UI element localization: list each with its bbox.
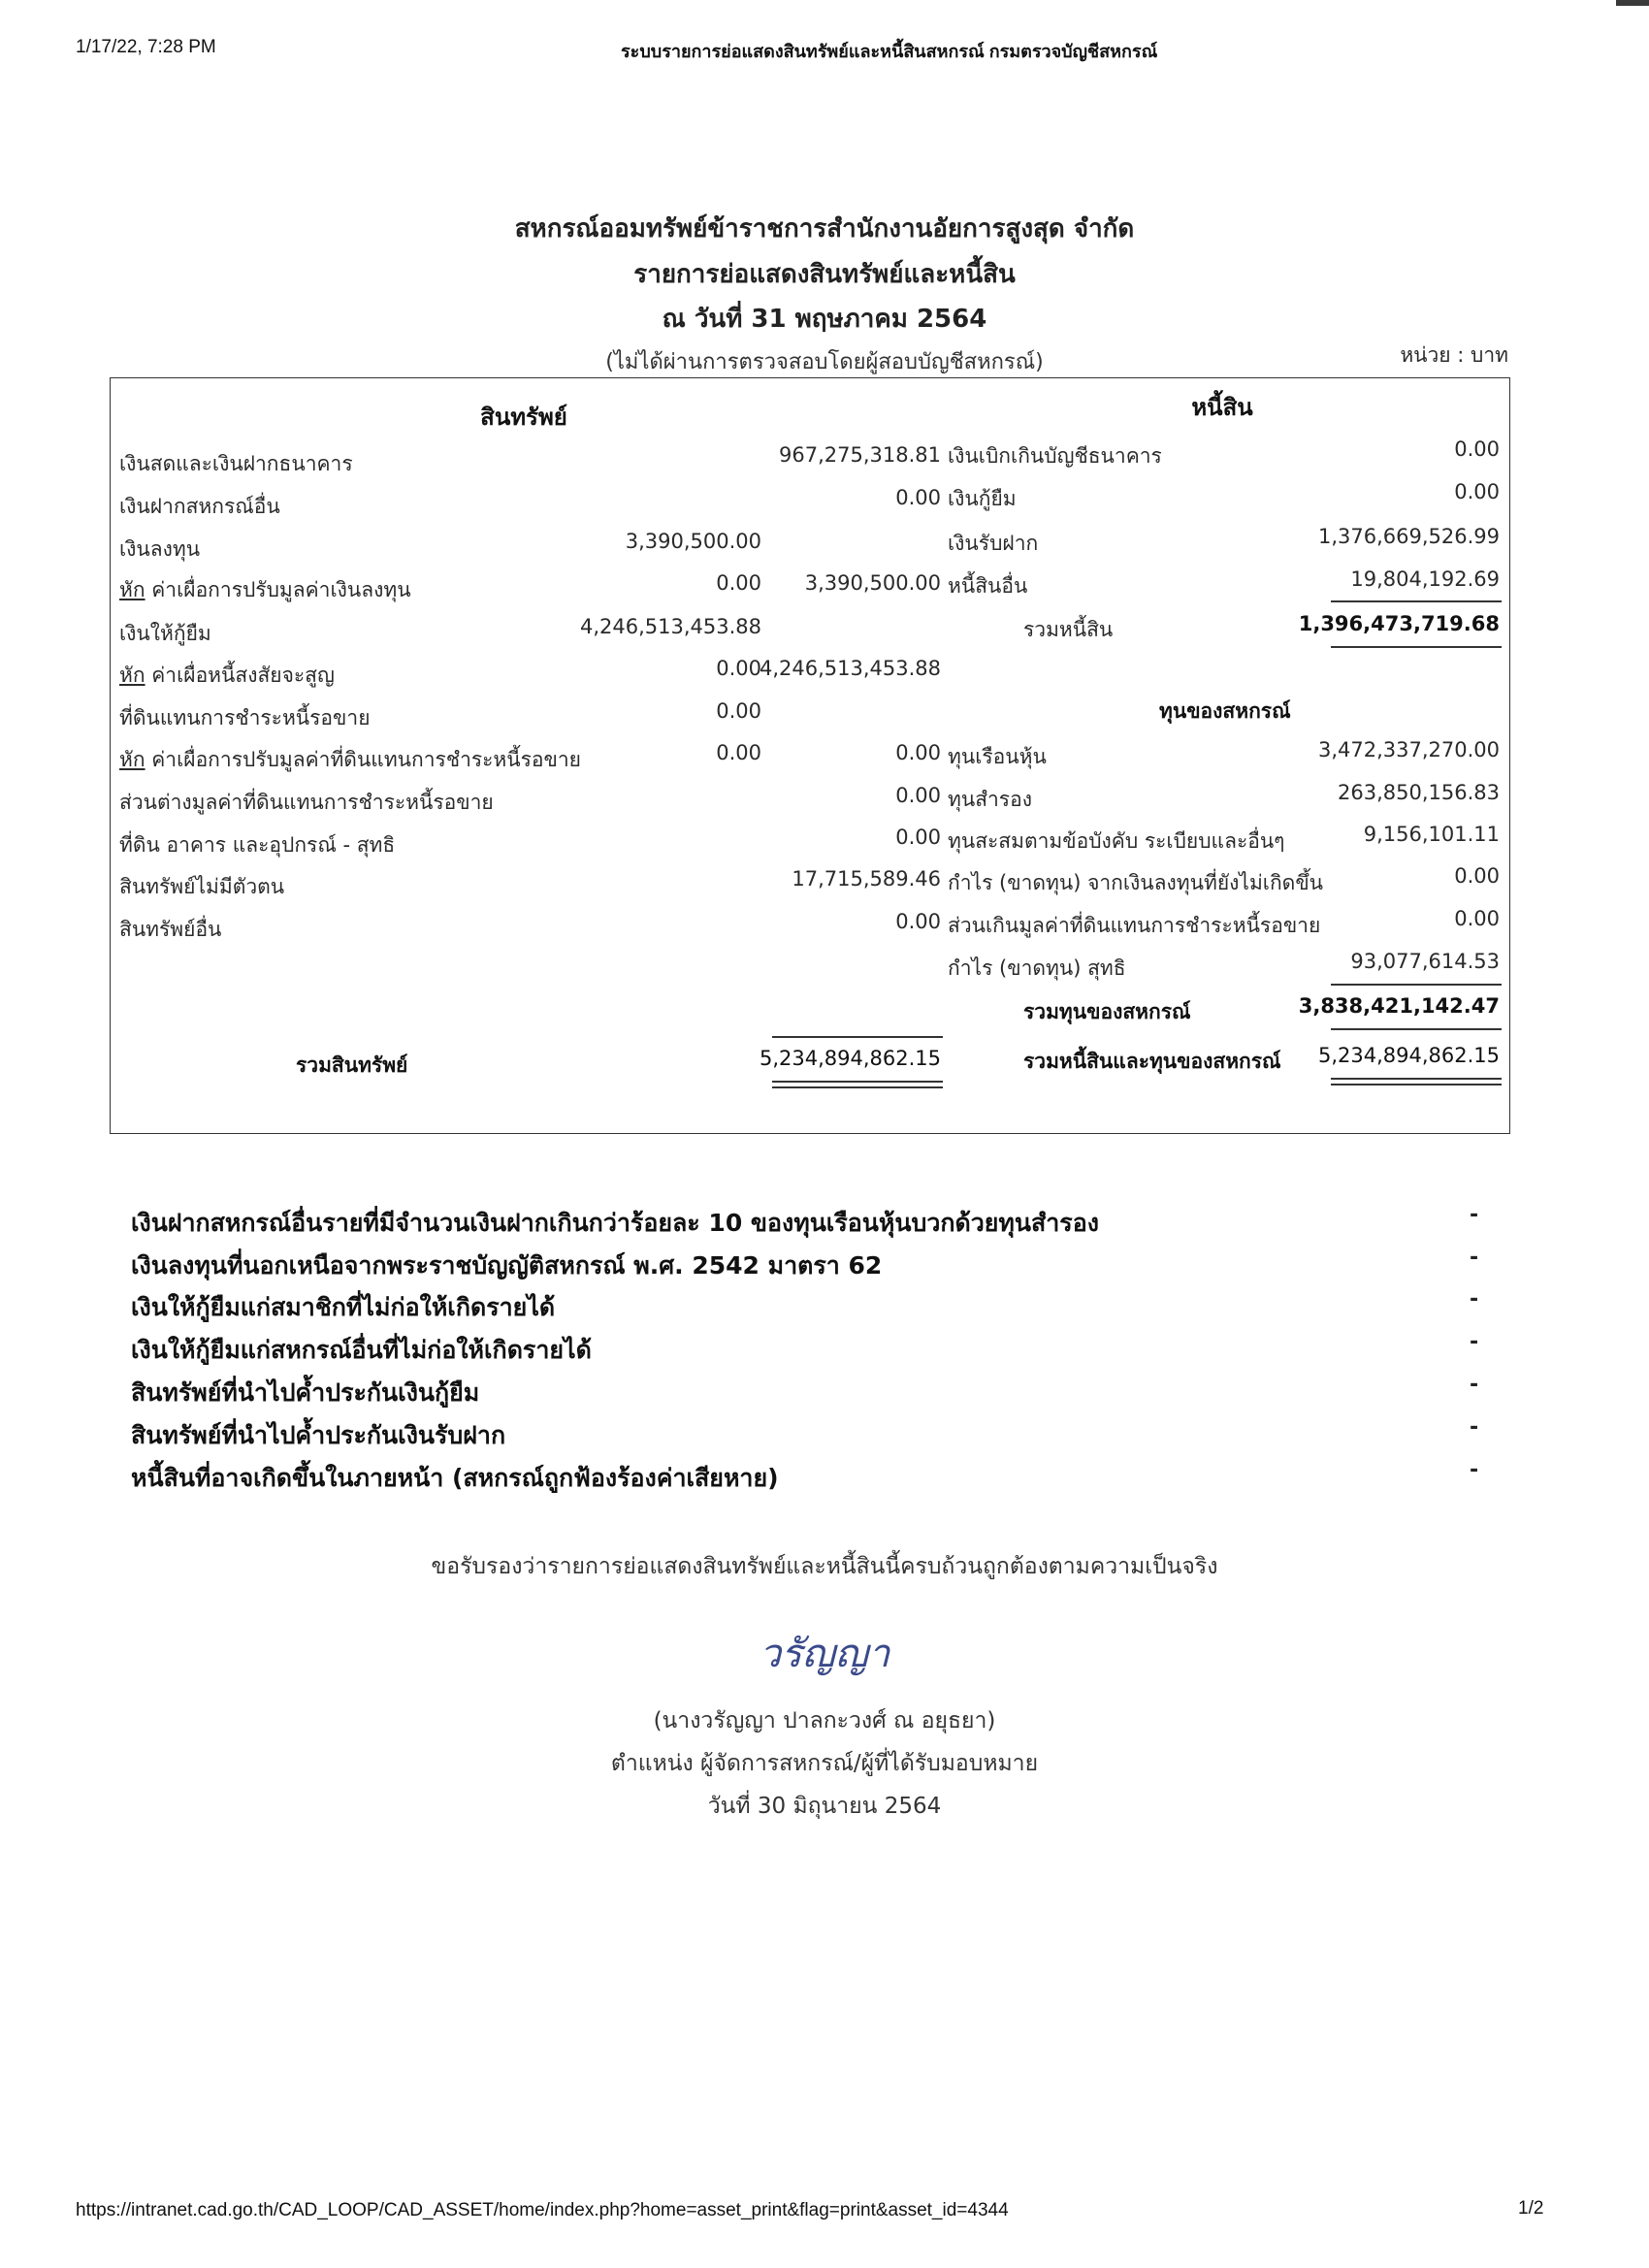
asset-label <box>119 744 581 776</box>
print-system-title: ระบบรายการย่อแสดงสินทรัพย์และหนี้สินสหกรณ์ กรมตรวจบัญชีสหกรณ์ <box>621 42 1158 61</box>
liability-label: เงินเบิกเกินบัญชีธนาคาร <box>948 444 1162 468</box>
note-value: - <box>1470 1415 1479 1440</box>
asset-sub: 4,246,513,453.88 <box>579 615 761 638</box>
asset-label: ส่วนต่างมูลค่าที่ดินแทนการชำระหนี้รอขาย <box>119 791 494 814</box>
report-title: รายการย่อแสดงสินทรัพย์และหนี้สิน <box>633 260 1016 289</box>
certification-statement: ขอรับรองว่ารายการย่อแสดงสินทรัพย์และหนี้สินนี้ครบถ้วนถูกต้องตามความเป็นจริง <box>431 1554 1218 1579</box>
note-value: - <box>1470 1330 1479 1354</box>
asset-label <box>119 574 411 606</box>
asset-total: 0.00 <box>895 784 941 807</box>
asset-label: ที่ดินแทนการชำระหนี้รอขาย <box>119 706 371 729</box>
unit-label: หน่วย : บาท <box>1400 343 1508 367</box>
grand-total-label: รวมหนี้สินและทุนของสหกรณ์ <box>1023 1050 1281 1073</box>
equity-label: กำไร (ขาดทุน) จากเงินลงทุนที่ยังไม่เกิดขึ้น <box>948 871 1324 894</box>
total-equity-value: 3,838,421,142.47 <box>1298 994 1500 1018</box>
print-datetime: 1/17/22, 7:28 PM <box>76 37 216 57</box>
asset-label: เงินลงทุน <box>119 537 201 561</box>
asset-sub: 0.00 <box>716 657 761 680</box>
liability-label: เงินรับฝาก <box>948 532 1039 555</box>
grand-total-value: 5,234,894,862.15 <box>1317 1044 1500 1067</box>
note-label: เงินลงทุนที่นอกเหนือจากพระราชบัญญัติสหกรณ์ พ.ศ. 2542 มาตรา 62 <box>131 1251 883 1280</box>
double-rule <box>1331 1084 1502 1085</box>
total-assets-label: รวมสินทรัพย์ <box>296 1053 408 1077</box>
equity-label: กำไร (ขาดทุน) สุทธิ <box>948 956 1126 980</box>
deduct-marker: หัก <box>119 748 146 771</box>
liability-value: 0.00 <box>1454 437 1500 461</box>
note-label: สินทรัพย์ที่นำไปค้ำประกันเงินรับฝาก <box>131 1421 506 1449</box>
asset-label: เงินให้กู้ยืม <box>119 622 211 645</box>
signer-position: ตำแหน่ง ผู้จัดการสหกรณ์/ผู้ที่ได้รับมอบหมาย <box>610 1751 1039 1776</box>
equity-value: 93,077,614.53 <box>1350 950 1500 973</box>
asset-total: 0.00 <box>895 741 941 764</box>
audit-note: (ไม่ได้ผ่านการตรวจสอบโดยผู้สอบบัญชีสหกรณ์) <box>605 350 1044 374</box>
asset-label: ที่ดิน อาคาร และอุปกรณ์ - สุทธิ <box>119 833 396 857</box>
note-value: - <box>1470 1287 1479 1312</box>
equity-label: ส่วนเกินมูลค่าที่ดินแทนการชำระหนี้รอขาย <box>948 914 1321 937</box>
asset-label-text: ค่าเผื่อการปรับมูลค่าเงินลงทุน <box>151 578 411 601</box>
liabilities-header: หนี้สิน <box>1191 394 1253 421</box>
asset-sub: 0.00 <box>716 571 761 595</box>
total-equity-label: รวมทุนของสหกรณ์ <box>1023 1000 1191 1023</box>
asset-total: 4,246,513,453.88 <box>759 657 941 680</box>
signature: วรัญญา <box>759 1632 890 1676</box>
deduct-marker: หัก <box>119 578 146 601</box>
equity-value: 3,472,337,270.00 <box>1317 738 1500 761</box>
assets-header: สินทรัพย์ <box>480 404 567 431</box>
subtotal-rule <box>1331 984 1502 986</box>
double-rule <box>1331 1078 1502 1080</box>
asset-label: เงินสดและเงินฝากธนาคาร <box>119 452 353 475</box>
note-value: - <box>1470 1246 1479 1270</box>
asset-sub: 3,390,500.00 <box>625 530 761 553</box>
equity-value: 0.00 <box>1454 864 1500 888</box>
double-rule <box>772 1086 943 1088</box>
equity-header: ทุนของสหกรณ์ <box>1159 699 1291 723</box>
asset-total: 17,715,589.46 <box>792 867 941 891</box>
total-assets-value: 5,234,894,862.15 <box>759 1047 941 1070</box>
scan-edge-mark <box>1616 0 1649 6</box>
equity-value: 0.00 <box>1454 907 1500 930</box>
org-name: สหกรณ์ออมทรัพย์ข้าราชการสำนักงานอัยการสูงสุด จำกัด <box>514 214 1135 243</box>
asset-total: 0.00 <box>895 486 941 509</box>
certification-date: วันที่ 30 มิถุนายน 2564 <box>707 1794 942 1819</box>
liability-value: 0.00 <box>1454 480 1500 503</box>
equity-label: ทุนเรือนหุ้น <box>948 745 1047 768</box>
asset-label-text: ค่าเผื่อหนี้สงสัยจะสูญ <box>151 664 335 687</box>
liability-value: 19,804,192.69 <box>1350 567 1500 591</box>
asset-total: 0.00 <box>895 826 941 849</box>
page-number: 1/2 <box>1518 2198 1544 2219</box>
note-value: - <box>1470 1373 1479 1397</box>
asset-sub: 0.00 <box>716 699 761 723</box>
report-date: ณ วันที่ 31 พฤษภาคม 2564 <box>662 305 987 334</box>
double-rule <box>772 1081 943 1083</box>
total-liabilities-value: 1,396,473,719.68 <box>1298 612 1500 635</box>
liability-label: เงินกู้ยืม <box>948 487 1017 510</box>
equity-value: 9,156,101.11 <box>1363 823 1500 846</box>
subtotal-rule <box>1331 600 1502 602</box>
liability-label: หนี้สินอื่น <box>948 574 1028 598</box>
asset-label <box>119 660 335 692</box>
equity-label: ทุนสะสมตามข้อบังคับ ระเบียบและอื่นๆ <box>948 829 1285 853</box>
signer-name: (นางวรัญญา ปาลกะวงศ์ ณ อยุธยา) <box>653 1708 996 1733</box>
total-rule <box>1331 1028 1502 1030</box>
note-label: เงินฝากสหกรณ์อื่นรายที่มีจำนวนเงินฝากเกินกว่าร้อยละ 10 ของทุนเรือนหุ้นบวกด้วยทุนสำรอง <box>131 1209 1099 1237</box>
asset-label-text: ค่าเผื่อการปรับมูลค่าที่ดินแทนการชำระหนี้รอขาย <box>151 748 581 771</box>
print-url: https://intranet.cad.go.th/CAD_LOOP/CAD_ASSET/home/index.php?home=asset_print&flag=print&asset_id=4344 <box>76 2200 1009 2220</box>
asset-label: สินทรัพย์ไม่มีตัวตน <box>119 875 285 898</box>
asset-sub: 0.00 <box>716 741 761 764</box>
total-rule <box>1331 646 1502 648</box>
asset-total: 967,275,318.81 <box>779 443 941 467</box>
note-value: - <box>1470 1203 1479 1227</box>
asset-total: 3,390,500.00 <box>804 571 941 595</box>
asset-label: เงินฝากสหกรณ์อื่น <box>119 495 280 518</box>
assets-total-top-rule <box>772 1036 943 1038</box>
equity-label: ทุนสำรอง <box>948 788 1032 811</box>
total-liabilities-label: รวมหนี้สิน <box>1023 618 1114 641</box>
note-label: เงินให้กู้ยืมแก่สหกรณ์อื่นที่ไม่ก่อให้เกิดรายได้ <box>131 1336 592 1364</box>
note-label: หนี้สินที่อาจเกิดขึ้นในภายหน้า (สหกรณ์ถูกฟ้องร้องค่าเสียหาย) <box>131 1464 779 1492</box>
note-label: เงินให้กู้ยืมแก่สมาชิกที่ไม่ก่อให้เกิดรายได้ <box>131 1293 556 1321</box>
equity-value: 263,850,156.83 <box>1338 781 1500 804</box>
asset-total: 0.00 <box>895 910 941 933</box>
deduct-marker: หัก <box>119 664 146 687</box>
asset-label: สินทรัพย์อื่น <box>119 918 222 941</box>
note-label: สินทรัพย์ที่นำไปค้ำประกันเงินกู้ยืม <box>131 1378 480 1407</box>
liability-value: 1,376,669,526.99 <box>1317 525 1500 548</box>
note-value: - <box>1470 1458 1479 1482</box>
